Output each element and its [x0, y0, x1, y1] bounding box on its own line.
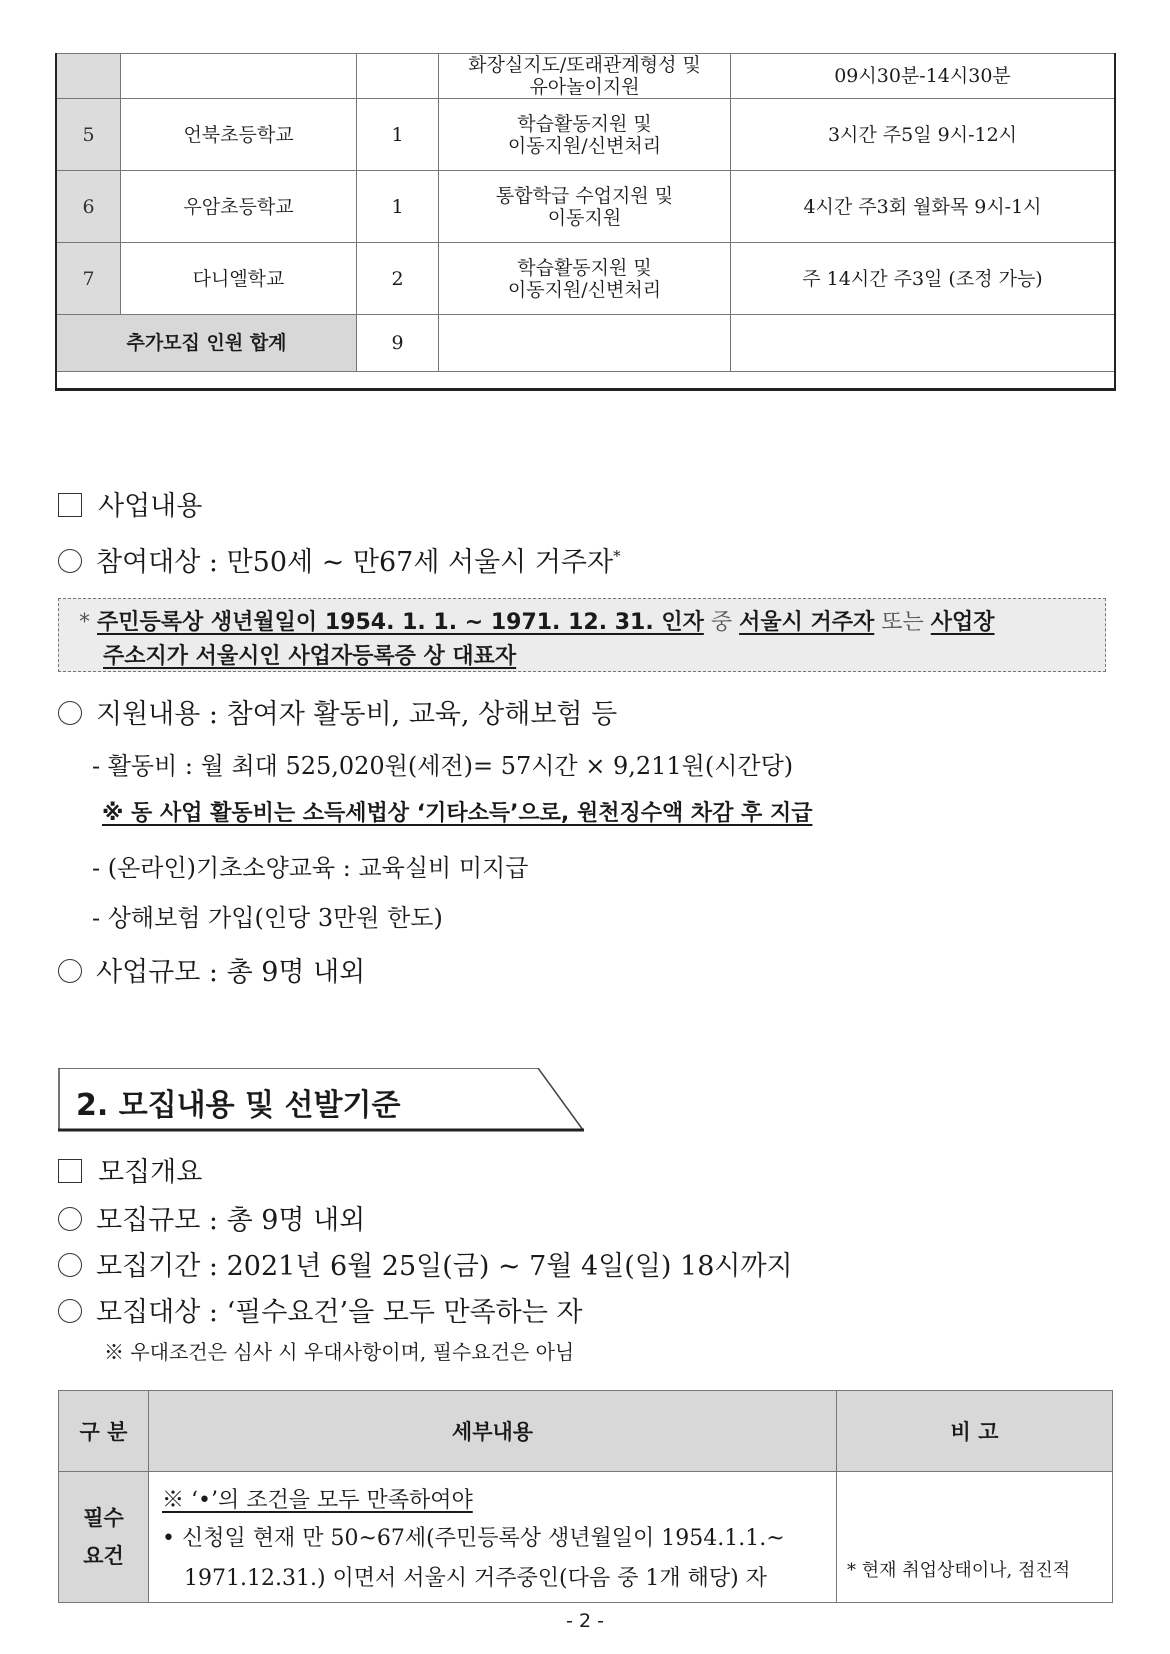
- headcount: [357, 54, 439, 99]
- circle-bullet-icon: [58, 959, 82, 983]
- circle-bullet-icon: [58, 701, 82, 725]
- eligibility-note: * 주민등록상 생년월일이 1954. 1. 1. ~ 1971. 12. 31. 인자 중 서울시 거주자 또는 사업장 주소지가 서울시인 사업자등록증 상 대표자: [58, 598, 1106, 672]
- business-heading: 사업내용: [58, 484, 202, 523]
- task-cell: 화장실지도/또래관계형성 및 유아놀이지원: [439, 54, 731, 99]
- header-category: 구 분: [59, 1391, 149, 1472]
- headcount: 1: [357, 99, 439, 171]
- scale-line: 사업규모 : 총 9명 내외: [58, 950, 365, 989]
- table-row: [59, 1472, 1113, 1603]
- headcount: 1: [357, 171, 439, 243]
- circle-bullet-icon: [58, 1299, 82, 1323]
- school-name: [121, 54, 357, 99]
- total-label: 추가모집 인원 합계: [57, 315, 357, 372]
- insurance-line: - 상해보험 가입(인당 3만원 한도): [92, 904, 443, 932]
- support-line: 지원내용 : 참여자 활동비, 교육, 상해보험 등: [58, 692, 617, 731]
- row-number: 6: [57, 171, 121, 243]
- table-header-row: [59, 1391, 1113, 1472]
- table-row: [57, 243, 1115, 315]
- checkbox-square-icon: [58, 1159, 82, 1183]
- pref-note: ※ 우대조건은 심사 시 우대사항이며, 필수요건은 아님: [104, 1340, 575, 1364]
- table-left-border: [55, 53, 57, 390]
- circle-bullet-icon: [58, 1207, 82, 1231]
- row-number: 5: [57, 99, 121, 171]
- work-time: 주 14시간 주3일 (조정 가능): [731, 243, 1115, 315]
- header-note: 비 고: [837, 1391, 1113, 1472]
- circle-bullet-icon: [58, 1253, 82, 1277]
- total-row: [57, 315, 1115, 372]
- required-note: * 현재 취업상태이나, 점진적: [837, 1472, 1113, 1603]
- empty-cell: [731, 315, 1115, 372]
- table-row: [57, 99, 1115, 171]
- task-cell: 통합학급 수업지원 및 이동지원: [439, 171, 731, 243]
- task-cell: 학습활동지원 및 이동지원/신변처리: [439, 243, 731, 315]
- requirements-table: [58, 1390, 1113, 1603]
- headcount: 2: [357, 243, 439, 315]
- target-line-2: 모집대상 : ‘필수요건’을 모두 만족하는 자: [58, 1290, 583, 1329]
- header-detail: 세부내용: [149, 1391, 837, 1472]
- school-name: 우암초등학교: [121, 171, 357, 243]
- row-number: 7: [57, 243, 121, 315]
- overview-heading: 모집개요: [58, 1150, 202, 1189]
- table-bottom-border: [55, 388, 1116, 391]
- school-table: [56, 53, 1115, 372]
- school-name: 언북초등학교: [121, 99, 357, 171]
- work-time: 09시30분-14시30분: [731, 54, 1115, 99]
- tax-note: ※ 동 사업 활동비는 소득세법상 ‘기타소득’으로, 원천징수액 차감 후 지급: [102, 801, 813, 826]
- pay-line: - 활동비 : 월 최대 525,020원(세전)= 57시간 × 9,211원(시간당): [92, 752, 794, 780]
- period-line: 모집기간 : 2021년 6월 25일(금) ~ 7월 4일(일) 18시까지: [58, 1244, 793, 1283]
- page-number: - 2 -: [566, 1610, 604, 1632]
- required-category: 필수 요건: [59, 1472, 149, 1603]
- target-line: 참여대상 : 만50세 ~ 만67세 서울시 거주자*: [58, 540, 621, 579]
- circle-bullet-icon: [58, 549, 82, 573]
- section-header: [58, 1068, 584, 1132]
- table-row: [57, 171, 1115, 243]
- edu-line: - (온라인)기초소양교육 : 교육실비 미지급: [92, 854, 529, 882]
- section-title: 2. 모집내용 및 선발기준: [76, 1088, 401, 1123]
- required-detail: ※ ‘•’의 조건을 모두 만족하여야 • 신청일 현재 만 50~67세(주민등록상 생년월일이 1954.1.1.~ 1971.12.31.) 이면서 서울시 거주중인(다음 중 1개 해당) 자: [149, 1472, 837, 1603]
- table-right-border: [1114, 53, 1116, 390]
- row-number: [57, 54, 121, 99]
- checkbox-square-icon: [58, 493, 82, 517]
- work-time: 3시간 주5일 9시-12시: [731, 99, 1115, 171]
- size-line: 모집규모 : 총 9명 내외: [58, 1198, 365, 1237]
- work-time: 4시간 주3회 월화목 9시-1시: [731, 171, 1115, 243]
- task-cell: 학습활동지원 및 이동지원/신변처리: [439, 99, 731, 171]
- total-value: 9: [357, 315, 439, 372]
- school-name: 다니엘학교: [121, 243, 357, 315]
- empty-cell: [439, 315, 731, 372]
- table-row: [57, 54, 1115, 99]
